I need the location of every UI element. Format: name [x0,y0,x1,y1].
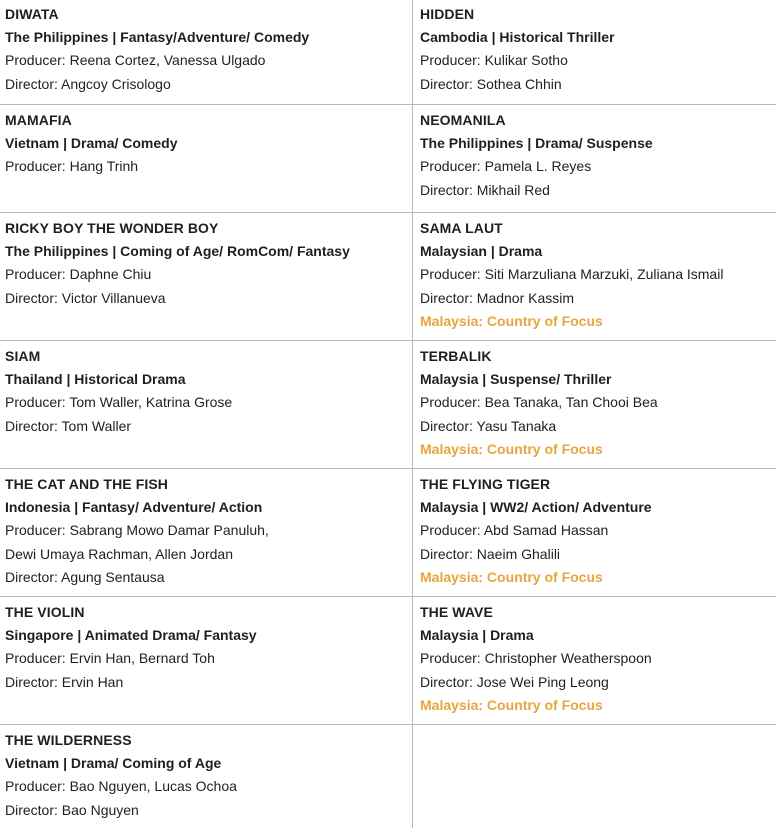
country-of-focus-tag: Malaysia: Country of Focus [420,312,603,329]
film-producer: Producer: Daphne Chiu [5,266,152,283]
film-country-genre: Malaysian | Drama [420,243,543,260]
film-producer: Producer: Sabrang Mowo Damar Panuluh, [5,522,269,539]
film-title: THE FLYING TIGER [420,476,551,492]
film-title: THE VIOLIN [5,604,85,620]
film-director: Director: Victor Villanueva [5,289,166,306]
row-divider [0,212,776,213]
film-director: Director: Mikhail Red [420,181,550,198]
film-title: THE WAVE [420,604,493,620]
film-entry [0,340,413,468]
film-director: Director: Naeim Ghalili [420,545,561,562]
film-producer: Producer: Bea Tanaka, Tan Chooi Bea [420,394,658,411]
country-of-focus-tag: Malaysia: Country of Focus [420,440,603,457]
film-entry [0,468,413,596]
film-title: THE WILDERNESS [5,732,132,748]
film-entry [0,212,413,340]
film-producer: Producer: Reena Cortez, Vanessa Ulgado [5,52,266,69]
film-director: Director: Bao Nguyen [5,801,139,818]
film-country-genre: The Philippines | Fantasy/Adventure/ Comedy [5,29,310,46]
film-title: MAMAFIA [5,112,72,128]
film-entry [413,596,776,724]
film-director: Dewi Umaya Rachman, Allen Jordan [5,545,233,562]
film-title: RICKY BOY THE WONDER BOY [5,220,219,236]
film-director: Director: Jose Wei Ping Leong [420,673,609,690]
film-country-genre: Malaysia | Suspense/ Thriller [420,371,612,388]
film-title: SIAM [5,348,41,364]
film-entry [0,104,413,212]
film-entry [413,104,776,212]
film-entry [0,596,413,724]
country-of-focus-tag: Malaysia: Country of Focus [420,696,603,713]
film-producer: Producer: Siti Marzuliana Marzuki, Zuliana Ismail [420,266,724,283]
film-producer: Producer: Pamela L. Reyes [420,158,592,175]
film-country-genre: Vietnam | Drama/ Coming of Age [5,755,222,772]
film-director: Director: Tom Waller [5,417,132,434]
film-country-genre: Malaysia | WW2/ Action/ Adventure [420,499,652,516]
film-director: Director: Ervin Han [5,673,124,690]
film-director: Director: Agung Sentausa [5,568,165,585]
row-divider [0,596,776,597]
film-country-genre: The Philippines | Coming of Age/ RomCom/ Fantasy [5,243,350,260]
film-title: TERBALIK [420,348,492,364]
film-title: THE CAT AND THE FISH [5,476,168,492]
film-producer: Producer: Tom Waller, Katrina Grose [5,394,233,411]
film-producer: Producer: Kulikar Sotho [420,52,568,69]
film-entry [413,212,776,340]
film-director: Director: Sothea Chhin [420,75,562,92]
film-director: Director: Madnor Kassim [420,289,575,306]
film-title: DIWATA [5,6,59,22]
film-country-genre: The Philippines | Drama/ Suspense [420,135,653,152]
film-producer: Producer: Bao Nguyen, Lucas Ochoa [5,778,237,795]
country-of-focus-tag: Malaysia: Country of Focus [420,568,603,585]
film-producer: Producer: Hang Trinh [5,158,139,175]
film-entry [413,0,776,104]
film-country-genre: Malaysia | Drama [420,627,534,644]
film-entry [413,340,776,468]
row-divider [0,468,776,469]
film-title: SAMA LAUT [420,220,503,236]
film-entry [413,468,776,596]
film-country-genre: Thailand | Historical Drama [5,371,186,388]
film-entry [0,0,413,104]
film-producer: Producer: Ervin Han, Bernard Toh [5,650,215,667]
film-director: Director: Yasu Tanaka [420,417,557,434]
film-entry [0,724,413,828]
row-divider [0,724,776,725]
film-producer: Producer: Christopher Weatherspoon [420,650,652,667]
film-title: NEOMANILA [420,112,506,128]
film-producer: Producer: Abd Samad Hassan [420,522,609,539]
film-country-genre: Singapore | Animated Drama/ Fantasy [5,627,257,644]
film-title: HIDDEN [420,6,475,22]
film-director: Director: Angcoy Crisologo [5,75,171,92]
film-country-genre: Indonesia | Fantasy/ Adventure/ Action [5,499,263,516]
column-divider [412,0,413,828]
film-country-genre: Vietnam | Drama/ Comedy [5,135,178,152]
film-country-genre: Cambodia | Historical Thriller [420,29,615,46]
row-divider [0,340,776,341]
row-divider [0,104,776,105]
